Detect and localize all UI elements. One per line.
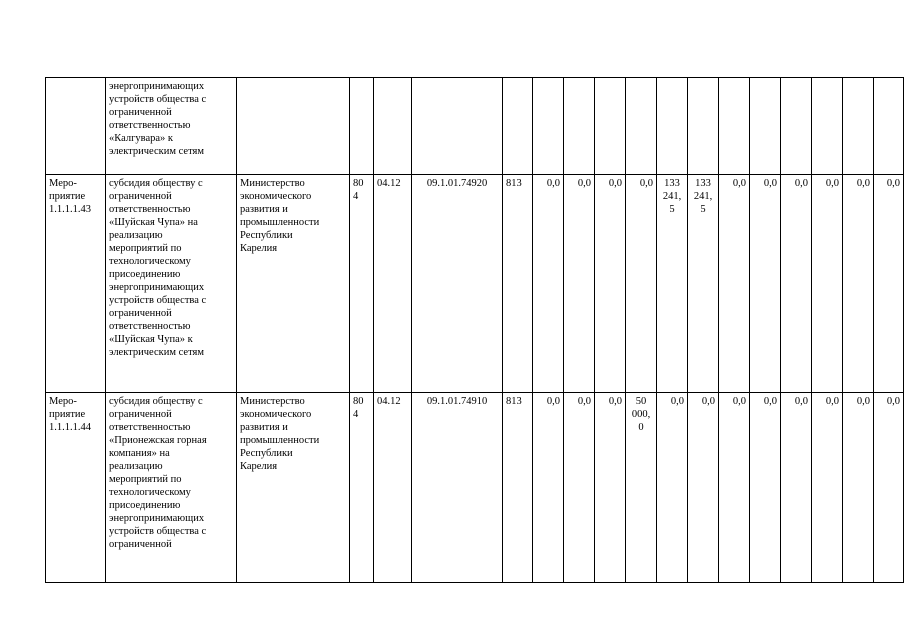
value-cell [533,78,564,175]
value-cell [688,78,719,175]
value-cell [595,78,626,175]
value-cell: 0,0 [564,175,595,393]
value-cell [626,78,657,175]
value-cell: 0,0 [874,393,904,583]
table-row [46,393,904,583]
measure-cell: Меро- приятие 1.1.1.1.43 [46,175,106,393]
grbs-cell: 80 4 [350,393,374,583]
grbs-cell: 80 4 [350,175,374,393]
value-cell: 0,0 [750,175,781,393]
value-cell [812,78,843,175]
value-cell [781,78,812,175]
value-cell: 0,0 [533,175,564,393]
value-cell: 0,0 [781,175,812,393]
executor-cell: Министерство экономического развития и промышленности Республики Карелия [237,393,350,583]
value-cell [657,78,688,175]
measure-name-cell: субсидия обществу с ограниченной ответственностью «Прионежская горная компания» на реализацию мероприятий по технологическому присоединению энергопринимающих устройств общества с ограниченной [106,393,237,583]
value-cell: 0,0 [812,175,843,393]
value-cell: 0,0 [812,393,843,583]
value-cell [719,78,750,175]
csr-cell: 09.1.01.74920 [412,175,503,393]
value-cell [750,78,781,175]
value-cell: 0,0 [595,175,626,393]
value-cell: 0,0 [595,393,626,583]
value-cell: 0,0 [719,175,750,393]
csr-cell: 09.1.01.74910 [412,393,503,583]
vr-cell: 813 [503,175,533,393]
value-cell: 50 000, 0 [626,393,657,583]
value-cell [564,78,595,175]
rzpr-cell: 04.12 [374,175,412,393]
measure-name-cell: субсидия обществу с ограниченной ответственностью «Шуйская Чупа» на реализацию мероприятий по технологическому присоединению энергопринимающих устройств общества с ограниченной ответственностью «Шуйская Чупа» к электрическим сетям [106,175,237,393]
value-cell: 0,0 [843,393,874,583]
vr-cell: 813 [503,393,533,583]
table-row [46,78,904,175]
value-cell [843,78,874,175]
value-cell: 0,0 [843,175,874,393]
value-cell: 0,0 [750,393,781,583]
value-cell: 0,0 [874,175,904,393]
value-cell: 0,0 [564,393,595,583]
value-cell: 133 241, 5 [688,175,719,393]
program-measures-table [45,77,904,583]
measure-cell [46,78,106,175]
rzpr-cell [374,78,412,175]
csr-cell [412,78,503,175]
value-cell: 133 241, 5 [657,175,688,393]
value-cell: 0,0 [719,393,750,583]
value-cell: 0,0 [657,393,688,583]
executor-cell [237,78,350,175]
measure-name-cell: энергопринимающих устройств общества с ограниченной ответственностью «Калгувара» к электрическим сетям [106,78,237,175]
vr-cell [503,78,533,175]
grbs-cell [350,78,374,175]
value-cell: 0,0 [781,393,812,583]
value-cell [874,78,904,175]
value-cell: 0,0 [533,393,564,583]
table-row [46,175,904,393]
value-cell: 0,0 [626,175,657,393]
executor-cell: Министерство экономического развития и промышленности Республики Карелия [237,175,350,393]
value-cell: 0,0 [688,393,719,583]
measure-cell: Меро- приятие 1.1.1.1.44 [46,393,106,583]
rzpr-cell: 04.12 [374,393,412,583]
